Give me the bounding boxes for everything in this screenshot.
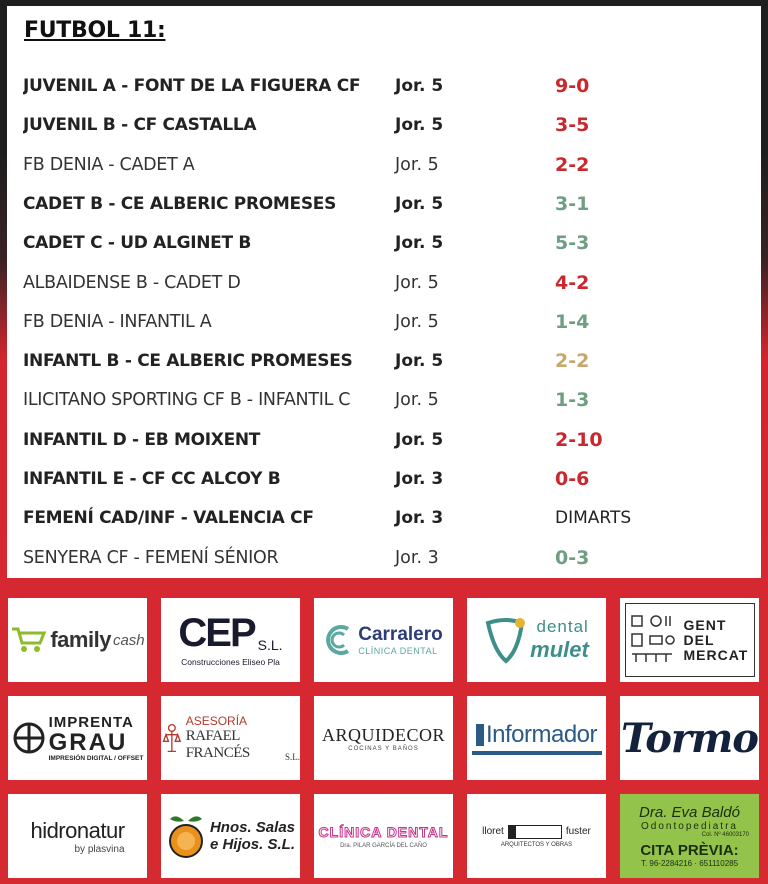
sponsor-text: DEL [683,631,715,648]
crosshair-icon [12,721,46,755]
sponsor-text: GRAU [48,728,128,756]
sponsor-text: S.L. [284,752,300,762]
results-panel [7,6,761,578]
sponsor-subtitle: IMPRESIÓN DIGITAL / OFFSET [48,754,144,762]
match-result: 4-2 [555,271,590,294]
sponsor-text: MERCAT [683,646,749,663]
sponsor-text: ASESORÍA [185,714,248,728]
sponsor-text: CLÍNICA DENTAL [318,823,449,840]
sponsor-gent-del-mercat[interactable] [620,598,759,682]
sponsor-text: CITA PRÈVIA: [640,842,739,859]
sponsor-family-cash[interactable] [8,598,147,682]
sponsor-imprenta-grau[interactable] [8,696,147,780]
match-result: 5-3 [555,232,590,255]
match-row [7,229,761,257]
sponsor-text: Dra. Eva Baldó [639,804,740,821]
match-jornada: Jor. 3 [395,508,444,529]
match-row [7,111,761,139]
shopping-cart-icon [10,625,50,655]
match-jornada: Jor. 5 [395,76,444,96]
sponsor-cep[interactable] [161,598,300,682]
match-result: 0-3 [555,546,590,569]
sponsor-text: e Hijos. S.L. [209,836,295,853]
match-row [7,386,761,414]
sponsor-text: Odontopediatra [641,821,738,832]
match-row [7,465,761,493]
lloret-blocks-icon [508,825,562,839]
sponsor-hidronatur[interactable] [8,794,147,878]
match-row [7,308,761,336]
sponsor-logo: CEP [178,611,255,655]
match-jornada: Jor. 5 [395,154,439,175]
match-jornada: Jor. 5 [395,429,444,450]
market-icons-icon [626,610,678,670]
match-jornada: Jor. 5 [395,193,444,214]
sponsor-hnos-salas[interactable] [161,794,300,878]
sponsor-text: lloret [482,826,504,837]
sponsor-logo: Tormo [621,714,758,762]
match-teams: FB DENIA - INFANTIL A [23,311,212,332]
sponsor-text: Hnos. Salas [209,819,296,836]
match-jornada: Jor. 5 [395,272,439,293]
sponsor-dental-mulet[interactable] [467,598,606,682]
match-teams: FB DENIA - CADET A [23,154,195,175]
informador-mark-icon [476,724,484,746]
carralero-c-icon [324,623,354,657]
match-teams: JUVENIL A - FONT DE LA FIGUERA CF [23,76,361,96]
section-title: FUTBOL 11: [24,18,166,43]
sponsor-carralero[interactable] [314,598,453,682]
match-result: 2-2 [555,153,590,176]
orange-fruit-icon [166,813,206,859]
sponsor-text: dental [536,617,589,636]
match-result: 1-4 [555,310,590,333]
match-jornada: Jor. 5 [395,115,444,136]
sponsor-text: Carralero [358,624,443,645]
justice-statue-icon [161,718,183,758]
sponsor-informador[interactable] [467,696,606,780]
sponsor-text: ARQUIDECOR [321,724,445,745]
sponsor-text: Informador [485,721,598,748]
match-teams: ALBAIDENSE B - CADET D [23,272,241,293]
match-teams: FEMENÍ CAD/INF - VALENCIA CF [23,508,314,529]
match-row [7,151,761,179]
match-teams: SENYERA CF - FEMENÍ SÉNIOR [23,547,279,568]
match-jornada: Jor. 5 [395,233,444,254]
sponsor-text: T. 96-2284216 · 651110285 [640,859,739,868]
match-teams: CADET C - UD ALGINET B [23,233,252,254]
match-teams: INFANTIL E - CF CC ALCOY B [23,469,281,489]
match-result: 3-5 [555,114,590,137]
sponsor-lloret-fuster[interactable] [467,794,606,878]
match-row [7,347,761,375]
match-row [7,72,761,100]
sponsor-text: mulet [530,637,589,662]
sponsor-text: GENT [683,616,727,633]
match-teams: INFANTL B - CE ALBERIC PROMESES [23,351,353,372]
sponsor-text: hidronatur [30,817,125,843]
tooth-icon [484,615,528,665]
sponsor-text: family [50,627,111,652]
match-result: 1-3 [555,389,590,412]
sponsor-subtitle: COCINAS Y BAÑOS [348,745,419,752]
match-jornada: Jor. 5 [395,390,439,411]
sponsor-eva-baldo[interactable] [620,794,759,878]
sponsor-subtitle: by plasvina [74,843,125,855]
sponsor-text: fuster [565,826,591,837]
sponsor-clinica-dental[interactable] [314,794,453,878]
match-row [7,269,761,297]
sponsor-text: IMPRENTA [48,713,134,731]
sponsor-subtitle: ARQUITECTOS Y OBRAS [500,841,573,848]
sponsor-text: RAFAEL FRANCÉS [185,728,250,761]
match-jornada: Jor. 3 [395,547,439,568]
match-result: 3-1 [555,192,590,215]
divider [472,751,602,755]
match-row [7,426,761,454]
sponsor-arquidecor[interactable] [314,696,453,780]
match-result: 0-6 [555,468,590,490]
match-teams: JUVENIL B - CF CASTALLA [23,115,257,136]
sponsor-text: Col. Nº 46003170 [701,832,749,838]
match-teams: CADET B - CE ALBERIC PROMESES [23,193,337,214]
match-row [7,504,761,532]
match-jornada: Jor. 5 [395,351,444,372]
match-teams: INFANTIL D - EB MOIXENT [23,429,261,450]
sponsor-text: cash [112,631,145,649]
match-jornada: Jor. 3 [395,469,444,489]
match-result: 9-0 [555,75,590,97]
match-result: 2-2 [555,350,590,373]
sponsor-subtitle: Construcciones Eliseo Pla [181,657,280,667]
sponsor-text: S.L. [257,637,283,653]
match-result: 2-10 [555,428,603,451]
match-row [7,544,761,572]
match-row [7,190,761,218]
sponsor-subtitle: Dra. PILAR GARCÍA DEL CAÑO [340,842,427,849]
sponsor-tormo[interactable] [620,696,759,780]
match-jornada: Jor. 5 [395,311,439,332]
sponsor-asesoria-rafael-frances[interactable] [161,696,300,780]
sponsor-subtitle: CLÍNICA DENTAL [358,646,438,656]
match-result: DIMARTS [555,508,632,529]
match-teams: ILICITANO SPORTING CF B - INFANTIL C [23,390,351,411]
